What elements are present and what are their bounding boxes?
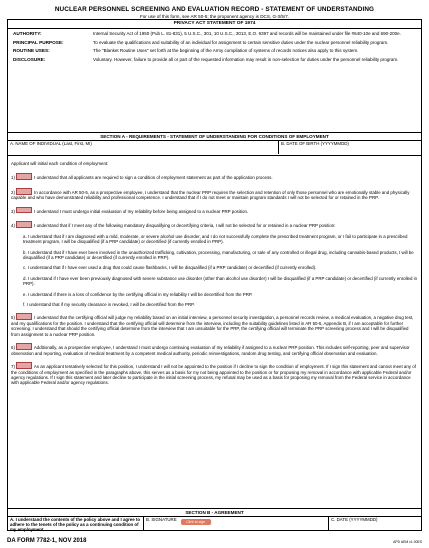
privacy-label: PRINCIPAL PURPOSE: bbox=[13, 39, 64, 45]
dob-field[interactable] bbox=[279, 140, 421, 154]
condition-number: 7) bbox=[11, 364, 15, 370]
privacy-text: The "Blanket Routine Uses" set forth at the beginning of the Army compilation of systems of records notices also apply to this system. bbox=[93, 48, 359, 54]
dob-label: B. DATE OF BIRTH (YYYYMMDD) bbox=[281, 140, 349, 146]
form-title: NUCLEAR PERSONNEL SCREENING AND EVALUATION RECORD - STATEMENT OF UNDERSTANDING bbox=[54, 6, 375, 13]
condition-item-6 bbox=[11, 343, 418, 356]
privacy-heading: PRIVACY ACT STATEMENT OF 1974 bbox=[8, 20, 421, 29]
condition-item-4 bbox=[11, 221, 418, 229]
initial-field-7[interactable] bbox=[16, 362, 32, 369]
condition-number: 4) bbox=[11, 223, 15, 229]
privacy-label: AUTHORITY: bbox=[13, 31, 42, 36]
privacy-section bbox=[8, 29, 421, 62]
form-page bbox=[7, 6, 422, 542]
privacy-text: Voluntary. However, failure to provide all or part of the requested information may result in non-selection for duties under the personnel reliability program. bbox=[93, 56, 399, 62]
condition-item-3 bbox=[11, 207, 418, 215]
condition-number: 2) bbox=[11, 190, 15, 195]
condition-item-5 bbox=[11, 313, 418, 337]
initial-field-4[interactable] bbox=[16, 221, 32, 228]
initial-field-6[interactable] bbox=[16, 343, 32, 350]
subcondition-f: f. I understand that if my security clearance is revoked, I will be decertified from the PRP. bbox=[23, 302, 195, 308]
condition-text: As an applicant tentatively selected for this position, I understand I will not be appointed to the position if I decline to sign the condition of employment. If I sign this statement and cannot meet any of the conditions of employment as specified in the paragraphs above, this serves as a basis for my not being appointed to the position or for proposing my removal in accordance with applicable Federal and/or agency regulations. If I sign this statement and later decline to participate in the initial screening process, my refusal may be used as a basis for proposing my removal from the Federal service in accordance with applicable Federal and/or agency regulations. bbox=[11, 364, 416, 386]
conditions-area bbox=[8, 155, 421, 386]
condition-text: Additionally, as a prospective employee, I understand I must undergo continuing evaluation of my reliability if assigned to a nuclear PRP position. This includes self-reporting, peer and supervisor observation and reporting, evaluation of medical treatment by a competent medical authority, periodic reinvestigations, random drug testing, and certifying official observation and evaluation. bbox=[11, 345, 410, 356]
condition-item-1 bbox=[11, 173, 418, 181]
condition-number: 3) bbox=[11, 208, 15, 214]
condition-number: 6) bbox=[11, 345, 15, 351]
initial-field-1[interactable] bbox=[16, 173, 32, 180]
name-field[interactable] bbox=[8, 140, 279, 154]
condition-item-2 bbox=[11, 188, 418, 201]
form-footer bbox=[7, 538, 422, 544]
initial-field-5[interactable] bbox=[16, 313, 32, 320]
condition-item-7 bbox=[11, 362, 418, 386]
sign-button[interactable]: Click to sign bbox=[181, 519, 211, 525]
date-field[interactable] bbox=[329, 516, 421, 530]
form-subtitle: For use of this form, see AR 50-5; the proponent agency is DCS, G-3/5/7. bbox=[139, 14, 290, 19]
form-body bbox=[7, 19, 422, 531]
condition-text: I understand that the certifying official will judge my reliability based on an initial interview, a personnel security investigation, a personnel records review, a medical evaluation, a negative drug test, and my qualifications for the position. I understand that the certifying official will determine from the interview, including the suitability guidelines listed in AR 50-5, Appendix B, if I am acceptable for further screening. I understand that should the certifying official determine from the interview that I am unsuitable for the PRP, the certifying official will terminate the PRP screening process and I will be disqualified from assignment to a nuclear PRP position. bbox=[11, 315, 414, 337]
section-a-heading: SECTION A - REQUIREMENTS - STATEMENT OF UNDERSTANDING FOR CONDITIONS OF EMPLOYMENT bbox=[8, 132, 421, 141]
signature-field bbox=[144, 516, 329, 530]
name-dob-row bbox=[8, 140, 421, 154]
section-b-heading: SECTION B - AGREEMENT bbox=[8, 508, 421, 517]
condition-text: I understand that if I meet any of the following mandatory disqualifying or decertifying criteria, I will not be selected for or retained in a nuclear PRP position: bbox=[34, 223, 336, 229]
privacy-row bbox=[8, 40, 421, 46]
privacy-label: DISCLOSURE: bbox=[13, 56, 46, 62]
condition-text: In accordance with AR 50-5, as a prospective employee, I understand that the nuclear PRP requires the selection and retention of only those personnel who are emotionally stable and physically capable and who have demonstrated reliability and professional competence. I understand that if I do not meet or maintain program standards I will not be selected for or retained in the PRP. bbox=[11, 190, 410, 201]
subcondition-b: b. I understand that if I have ever been involved in the unauthorized trafficking, cultivation, processing, manufacturing, or sale of any controlled or illegal drug, including cannabis-based products, I will be disqualified (if a PRP candidate) or decertified (if currently enrolled in PRP). bbox=[23, 249, 414, 261]
privacy-row bbox=[8, 57, 421, 63]
conditions-intro: Applicant will initial each condition of employment: bbox=[11, 161, 109, 166]
agreement-text: A. I understand the contents of the policy above and I agree to adhere to the tenets of the policy as a continuing condition of my employment. bbox=[10, 517, 141, 532]
subcondition-a: a. I understand that if I am diagnosed with a mild, moderate, or severe alcohol use disorder, and I do not successfully complete the prescribed treatment program, or I fail to participate in a prescribed treatment program, I will be disqualified (if a PRP candidate) or decertified (if currently enrolled in PRP). bbox=[23, 233, 408, 245]
subcondition-d: d. I understand if I have ever been previously diagnosed with severe substance use disorder (other than alcohol use disorder) I will be disqualified (if a PRP candidate) or decertified (if currently enrolled in PRP). bbox=[23, 275, 418, 287]
condition-number: 5) bbox=[11, 315, 15, 321]
agreement-statement bbox=[8, 516, 144, 530]
privacy-row bbox=[8, 48, 421, 54]
form-id: DA FORM 7782-1, NOV 2018 bbox=[7, 538, 87, 544]
privacy-label: ROUTINE USES: bbox=[13, 48, 50, 54]
privacy-text: Internal Security Act of 1950 (Pub L. 81-831), 5 U.S.C., 301, 10 U.S.C., 3013, E.O. 9397 and records will be maintained under file #640-10e and 690-200e. bbox=[93, 31, 401, 36]
condition-text: I understand I must undergo initial evaluation of my reliability before being assigned to a nuclear PRP position. bbox=[34, 208, 249, 214]
condition-text: I understand that all applicants are required to sign a condition of employment statement as part of the application process. bbox=[34, 175, 273, 181]
name-label: A. NAME OF INDIVIDUAL (Last, First, MI) bbox=[10, 140, 92, 146]
signature-label: B. SIGNATURE bbox=[146, 517, 177, 522]
date-label: C. DATE (YYYYMMDD) bbox=[331, 517, 378, 522]
subcondition-c: c. I understand that if I have ever used a drug that could cause flashbacks, I will be disqualified (if a PRP candidate) or decertified (if currently enrolled). bbox=[23, 265, 317, 271]
subcondition-e: e. I understand if there is a loss of confidence by the certifying official in my reliability I will be decertified from the PRP. bbox=[23, 291, 253, 297]
privacy-row bbox=[8, 31, 421, 37]
condition-number: 1) bbox=[11, 175, 15, 181]
agreement-row bbox=[8, 516, 421, 530]
privacy-text: To evaluate the qualifications and suitability of an individual for assignment to certain sensitive duties under the nuclear personnel reliability program. bbox=[93, 39, 389, 45]
initial-field-2[interactable] bbox=[16, 188, 32, 195]
apd-version: APD AEM v1.00ES bbox=[393, 540, 422, 544]
initial-field-3[interactable] bbox=[16, 207, 32, 214]
